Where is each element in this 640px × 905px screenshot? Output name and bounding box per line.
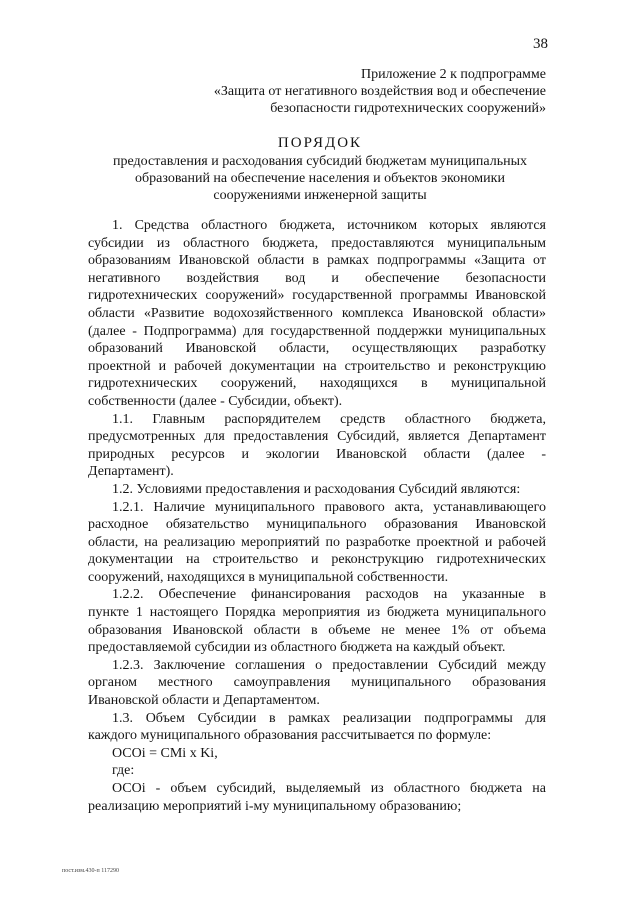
subtitle-line: сооружениями инженерной защиты xyxy=(213,188,427,203)
body-line: реализацию мероприятий i-му муниципальному образованию; xyxy=(88,798,462,814)
body-line: образований Ивановской области, осуществляющих разработку xyxy=(88,341,546,357)
body-line: области, на реализацию мероприятий по разработке проектной и рабочей xyxy=(88,534,546,550)
body-line: негативного воздействия вод и обеспечение безопасности xyxy=(88,270,546,286)
body-line: 1.2. Условиями предоставления и расходования Субсидий являются: xyxy=(112,481,521,497)
body-line: 1.3. Объем Субсидии в рамках реализации подпрограммы для xyxy=(112,710,546,726)
appendix-line: «Защита от негативного воздействия вод и обеспечение xyxy=(213,84,546,99)
body-line: природных ресурсов и экологии Ивановской области (далее - xyxy=(88,446,546,462)
body-line: 1.1. Главным распорядителем средств областного бюджета, xyxy=(112,411,546,427)
document-subtitle xyxy=(0,153,640,204)
footer-note: пост.изм.430-п 117290 xyxy=(62,868,119,874)
body-line: гидротехнических сооружений» государственной программы Ивановской xyxy=(88,288,546,304)
page-number: 38 xyxy=(533,36,548,52)
body-line: 1.2.3. Заключение соглашения о предоставлении Субсидий между xyxy=(112,657,546,673)
formula: ОСОi = СМi x Ki, xyxy=(112,745,218,761)
appendix-line: безопасности гидротехнических сооружений» xyxy=(270,101,546,116)
body-line: образованиям Ивановской области в рамках подпрограммы «Защита от xyxy=(88,253,546,269)
body-line: сооружений, находящихся в муниципальной собственности. xyxy=(88,569,449,585)
body-line: где: xyxy=(112,763,135,779)
body-line: предоставляемой субсидии из областного бюджета на каждый объект. xyxy=(88,640,506,656)
subtitle-line: предоставления и расходования субсидий бюджетам муниципальных xyxy=(112,154,527,169)
body-line: предусмотренных для предоставления Субсидий, является Департамент xyxy=(88,429,546,445)
body-line: собственности (далее - Субсидии, объект). xyxy=(88,393,343,409)
body-line: 1. Средства областного бюджета, источником которых являются xyxy=(112,218,546,233)
body-line: Департамент). xyxy=(88,464,174,480)
body-line: документации на строительство и реконструкцию гидротехнических xyxy=(88,552,546,568)
document-title: ПОРЯДОК xyxy=(277,135,363,151)
body-line: расходное обязательство муниципального образования Ивановской xyxy=(88,517,546,533)
appendix-header xyxy=(214,66,546,117)
body-line: Ивановской области и Департаментом. xyxy=(88,693,320,709)
body-line: каждого муниципального образования рассчитывается по формуле: xyxy=(88,728,492,744)
body-line: образования Ивановской области в объеме не менее 1% от объема xyxy=(88,622,546,638)
body-line: гидротехнических сооружений, находящихся в муниципальной xyxy=(88,376,546,392)
body-line: проектной и рабочей документации на строительство и реконструкцию xyxy=(88,358,546,374)
body-line: органом местного самоуправления муниципального образования xyxy=(88,675,546,691)
body-line: ОСОi - объем субсидий, выделяемый из областного бюджета на xyxy=(112,781,546,796)
body-line: 1.2.1. Наличие муниципального правового акта, устанавливающего xyxy=(112,499,546,515)
body-line: (далее - Подпрограмма) для государственной поддержки муниципальных xyxy=(88,323,546,339)
body-line: пункте 1 настоящего Порядка мероприятия из бюджета муниципального xyxy=(88,605,546,621)
appendix-line: Приложение 2 к подпрограмме xyxy=(360,67,546,82)
body-line: области «Развитие водохозяйственного комплекса Ивановской области» xyxy=(88,305,546,321)
body-line: 1.2.2. Обеспечение финансирования расходов на указанные в xyxy=(112,587,546,603)
document-body xyxy=(88,217,546,815)
body-line: субсидии из областного бюджета, предоставляются муниципальным xyxy=(88,235,546,251)
subtitle-line: образований на обеспечение населения и объектов экономики xyxy=(135,171,505,186)
